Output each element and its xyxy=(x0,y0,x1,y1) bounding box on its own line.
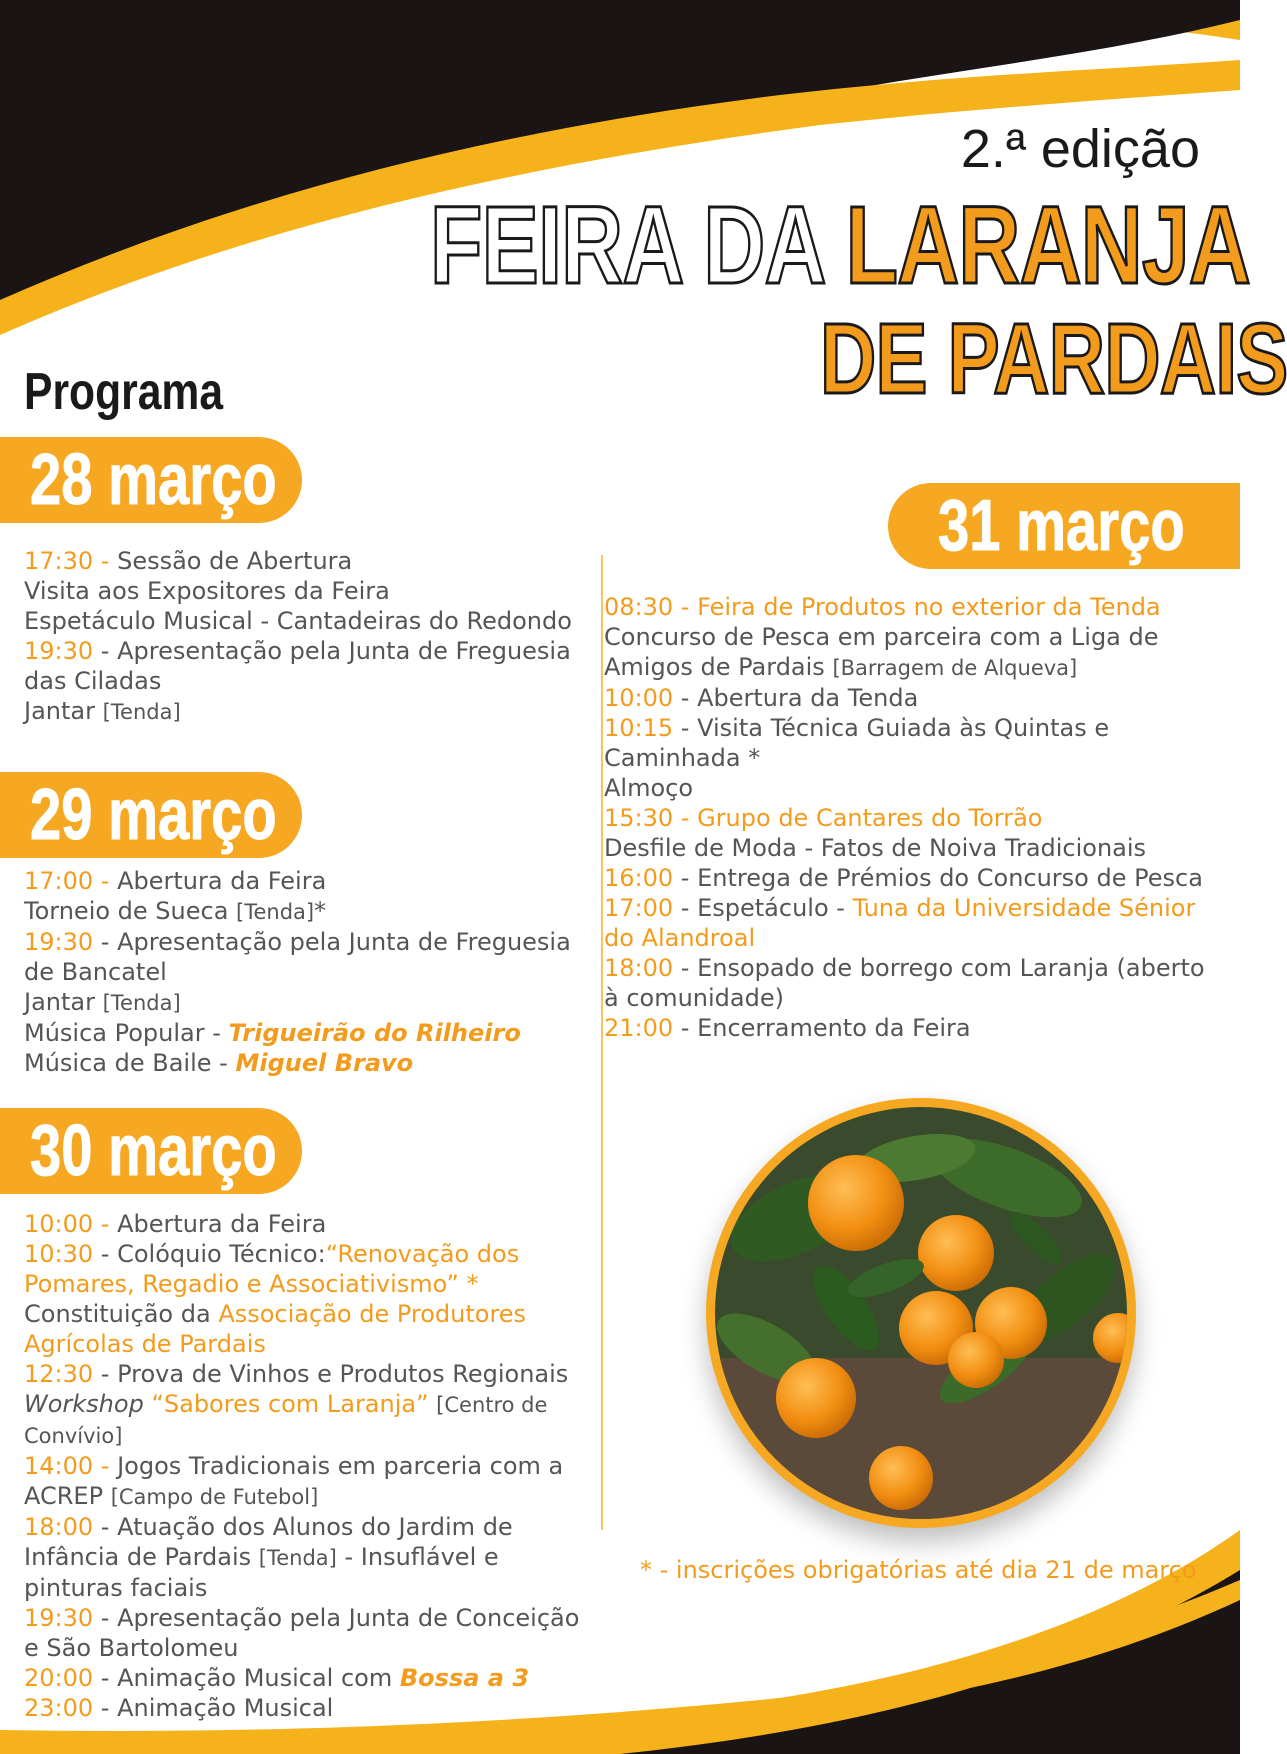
event-text: Música de Baile - xyxy=(24,1049,236,1077)
location-note: [Campo de Futebol] xyxy=(110,1485,319,1509)
schedule-line xyxy=(24,1451,579,1481)
schedule-line xyxy=(24,1603,579,1633)
event-text: - Apresentação pela Junta de Freguesia xyxy=(93,928,571,956)
schedule-line xyxy=(24,606,572,636)
event-time: 19:30 xyxy=(24,928,94,956)
event-time: 10:30 xyxy=(24,1240,94,1268)
event-text: Sessão de Abertura xyxy=(117,547,353,575)
schedule-line xyxy=(24,987,571,1018)
event-highlight: Tuna da Universidade Sénior xyxy=(852,894,1196,922)
event-text: pinturas faciais xyxy=(24,1574,208,1602)
event-text: de Bancatel xyxy=(24,958,167,986)
schedule-line xyxy=(604,893,1205,923)
event-time: 15:30 - xyxy=(604,804,698,832)
event-text: Jantar xyxy=(24,988,103,1016)
edition-label: 2.ª edição xyxy=(960,119,1200,179)
schedule-line xyxy=(24,576,572,606)
event-text: ACREP xyxy=(24,1482,111,1510)
event-time: 20:00 xyxy=(24,1664,94,1692)
schedule-line xyxy=(24,1663,579,1693)
title-part2: LARANJA xyxy=(845,184,1251,307)
event-highlight: “Renovação dos xyxy=(325,1240,520,1268)
event-time: 19:30 xyxy=(24,637,94,665)
schedule-line xyxy=(604,713,1205,743)
schedule-line xyxy=(24,1269,579,1299)
schedule-line xyxy=(24,866,571,896)
schedule-line xyxy=(604,683,1205,713)
schedule-line xyxy=(24,1633,579,1663)
event-text: Caminhada * xyxy=(604,744,761,772)
day-badge-30 xyxy=(0,1108,302,1194)
event-time: 21:00 xyxy=(604,1014,674,1042)
event-highlight: “Sabores com Laranja” xyxy=(143,1390,437,1418)
event-highlight: do Alandroal xyxy=(604,924,756,952)
day-badge-29 xyxy=(0,772,302,858)
day-label-31: 31 março xyxy=(938,486,1185,566)
event-text: - Prova de Vinhos e Produtos Regionais xyxy=(93,1360,569,1388)
schedule-line xyxy=(604,953,1205,983)
schedule-line xyxy=(24,957,571,987)
event-time: 08:30 - xyxy=(604,593,698,621)
event-title-line2: DE PARDAIS xyxy=(820,303,1287,415)
schedule-line xyxy=(24,1420,579,1451)
event-text: e São Bartolomeu xyxy=(24,1634,239,1662)
event-text: Amigos de Pardais xyxy=(604,653,833,681)
schedule-line xyxy=(24,1329,579,1359)
schedule-line xyxy=(604,833,1205,863)
event-time: 17:30 - xyxy=(24,547,118,575)
schedule-line xyxy=(24,1573,579,1603)
schedule-line xyxy=(24,1299,579,1329)
schedule-line xyxy=(24,927,571,957)
schedule-line xyxy=(604,592,1205,622)
location-note: [Centro de xyxy=(436,1393,548,1417)
location-note: [Tenda] xyxy=(102,700,181,724)
event-time: 16:00 xyxy=(604,864,674,892)
day-label-29: 29 março xyxy=(30,775,277,855)
programa-heading: Programa xyxy=(24,363,224,421)
schedule-line xyxy=(604,1013,1205,1043)
schedule-line xyxy=(24,1512,579,1542)
event-text: Abertura da Feira xyxy=(117,867,327,895)
event-text: - Apresentação pela Junta de Conceição xyxy=(93,1604,580,1632)
day-badge-28 xyxy=(0,437,302,523)
event-text: das Ciladas xyxy=(24,667,162,695)
artist-name: Bossa a 3 xyxy=(399,1664,530,1692)
event-text: Desfile de Moda - Fatos de Noiva Tradicionais xyxy=(604,834,1147,862)
schedule-line xyxy=(604,923,1205,953)
event-time: 18:00 xyxy=(604,954,674,982)
location-note: Convívio] xyxy=(24,1424,123,1448)
event-highlight: Associação de Produtores xyxy=(218,1300,527,1328)
event-time: 17:00 - xyxy=(24,867,118,895)
registration-footnote: * - inscrições obrigatórias até dia 21 de março xyxy=(640,1556,1197,1584)
schedule-line xyxy=(604,773,1205,803)
event-text: - Entrega de Prémios do Concurso de Pesca xyxy=(673,864,1203,892)
day-label-30: 30 março xyxy=(30,1111,277,1191)
schedule-line xyxy=(604,743,1205,773)
schedule-line xyxy=(24,1481,579,1512)
event-time: 17:00 xyxy=(604,894,674,922)
event-suffix: * xyxy=(314,897,327,925)
schedule-line xyxy=(604,652,1205,683)
event-text: à comunidade) xyxy=(604,984,784,1012)
event-text: - Animação Musical com xyxy=(93,1664,400,1692)
schedule-line xyxy=(24,636,572,666)
schedule-31 xyxy=(604,592,1205,1043)
event-text: Torneio de Sueca xyxy=(24,897,237,925)
schedule-line xyxy=(604,622,1205,652)
event-suffix: - Insuflável e xyxy=(336,1543,499,1571)
schedule-line xyxy=(604,983,1205,1013)
schedule-28 xyxy=(24,546,572,727)
event-time: 18:00 xyxy=(24,1513,94,1541)
oranges-photo-icon xyxy=(706,1098,1136,1528)
event-text: Constituição da xyxy=(24,1300,219,1328)
event-text: - Visita Técnica Guiada às Quintas e xyxy=(673,714,1110,742)
schedule-line xyxy=(24,1048,571,1078)
event-highlight: Agrícolas de Pardais xyxy=(24,1330,266,1358)
event-text: - Abertura da Tenda xyxy=(673,684,919,712)
schedule-line xyxy=(24,696,572,727)
event-text: Concurso de Pesca em parceira com a Liga de xyxy=(604,623,1159,651)
event-time: 10:15 xyxy=(604,714,674,742)
schedule-line xyxy=(24,1389,579,1420)
location-note: [Tenda] xyxy=(102,991,181,1015)
day-badge-31 xyxy=(888,483,1240,569)
event-text: Visita aos Expositores da Feira xyxy=(24,577,390,605)
event-text: Espetáculo Musical - Cantadeiras do Redondo xyxy=(24,607,572,635)
artist-name: Trigueirão do Rilheiro xyxy=(228,1019,521,1047)
event-text: - Animação Musical xyxy=(93,1694,334,1722)
title-part1: FEIRA DA xyxy=(430,184,846,307)
schedule-line xyxy=(24,1239,579,1269)
schedule-line xyxy=(604,863,1205,893)
schedule-line xyxy=(24,1209,579,1239)
event-text: - Encerramento da Feira xyxy=(673,1014,971,1042)
event-text: Infância de Pardais xyxy=(24,1543,259,1571)
workshop-label: Workshop xyxy=(24,1390,144,1418)
column-divider xyxy=(601,555,603,1530)
schedule-30 xyxy=(24,1209,579,1723)
event-time: 19:30 xyxy=(24,1604,94,1632)
event-highlight: Grupo de Cantares do Torrão xyxy=(697,804,1043,832)
schedule-line xyxy=(24,896,571,927)
event-time: 23:00 xyxy=(24,1694,94,1722)
event-text: - Atuação dos Alunos do Jardim de xyxy=(93,1513,513,1541)
schedule-29 xyxy=(24,866,571,1078)
schedule-line xyxy=(24,1693,579,1723)
event-highlight: Feira de Produtos no exterior da Tenda xyxy=(697,593,1161,621)
event-text: - Espetáculo - xyxy=(673,894,853,922)
schedule-line xyxy=(24,546,572,576)
event-text: Jogos Tradicionais em parceria com a xyxy=(117,1452,564,1480)
schedule-line xyxy=(24,1542,579,1573)
event-text: - Apresentação pela Junta de Freguesia xyxy=(93,637,571,665)
event-time: 14:00 - xyxy=(24,1452,118,1480)
event-text: - Colóquio Técnico: xyxy=(93,1240,326,1268)
event-time: 12:30 xyxy=(24,1360,94,1388)
oranges-photo xyxy=(706,1098,1136,1528)
schedule-line xyxy=(24,666,572,696)
artist-name: Miguel Bravo xyxy=(235,1049,414,1077)
event-text: Música Popular - xyxy=(24,1019,229,1047)
event-text: Abertura da Feira xyxy=(117,1210,327,1238)
location-note: [Tenda] xyxy=(258,1546,337,1570)
event-text: - Ensopado de borrego com Laranja (aberto xyxy=(673,954,1205,982)
event-text: Jantar xyxy=(24,697,103,725)
location-note: [Tenda] xyxy=(236,900,315,924)
schedule-line xyxy=(24,1018,571,1048)
location-note: [Barragem de Alqueva] xyxy=(832,656,1078,680)
event-title xyxy=(430,182,1250,309)
event-highlight: Pomares, Regadio e Associativismo” * xyxy=(24,1270,479,1298)
day-label-28: 28 março xyxy=(30,440,277,520)
event-time: 10:00 xyxy=(604,684,674,712)
schedule-line xyxy=(24,1359,579,1389)
schedule-line xyxy=(604,803,1205,833)
event-text: Almoço xyxy=(604,774,694,802)
event-time: 10:00 - xyxy=(24,1210,118,1238)
